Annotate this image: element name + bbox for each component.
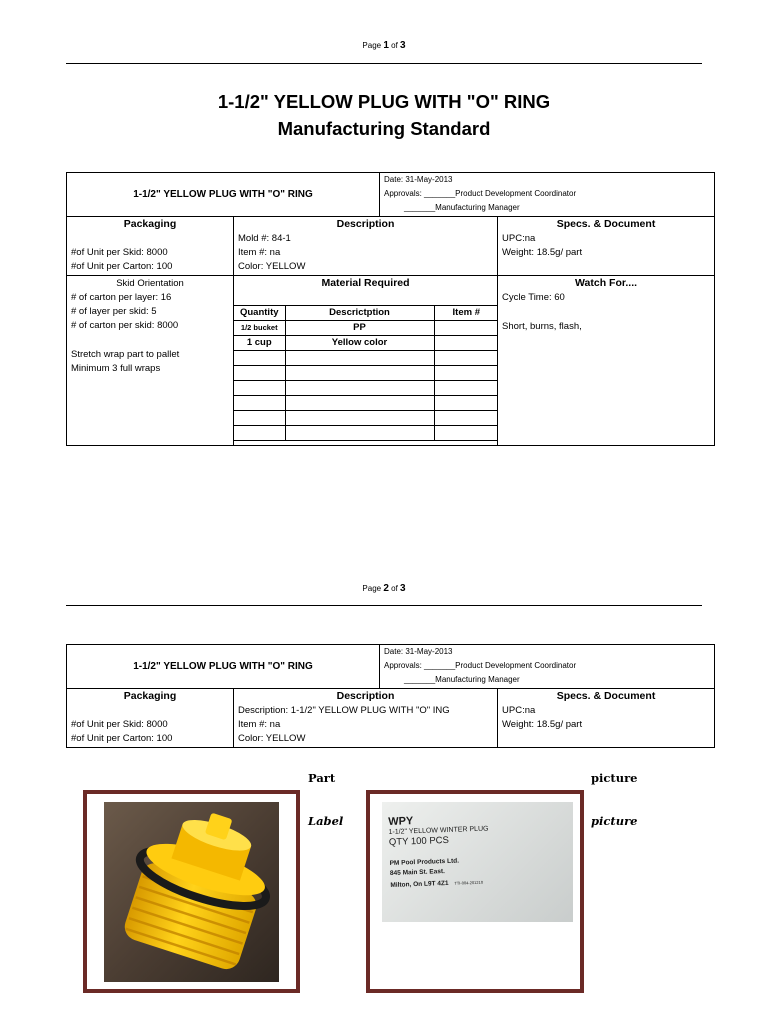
specs-cell: Specs. & Document UPC:na Weight: 18.5g/ part	[498, 689, 715, 748]
document-title: 1-1/2" YELLOW PLUG WITH "O" RING Manufacturing Standard	[217, 91, 551, 139]
description-cell: Description Description: 1-1/2" YELLOW PLUG WITH "O" ING Item #: na Color: YELLOW	[234, 689, 498, 748]
description-cell: Description Mold #: 84-1 Item #: na Color: YELLOW	[234, 217, 498, 276]
label-city: Milton, On L9T 4Z1 TTI-004-201210	[390, 879, 484, 889]
part-name: 1-1/2" YELLOW PLUG WITH "O" RING	[67, 173, 380, 217]
part-photo-frame	[83, 790, 300, 993]
skid-orientation-cell: Skid Orientation # of carton per layer: 16 # of layer per skid: 5 # of carton per skid: 8000 Stretch wrap part to pallet Minimum 3 full wraps	[67, 276, 234, 446]
standard-table	[66, 172, 715, 446]
packaging-cell: Packaging #of Unit per Skid: 8000 #of Unit per Carton: 100	[67, 689, 234, 748]
label-photo-frame	[366, 790, 584, 993]
material-cell: Material Required Quantity Descrictption Item # 1/2 bucket PP 1 cup Yellow color	[234, 276, 498, 446]
picture-caption: picture	[591, 771, 638, 785]
material-table: Quantity Descrictption Item # 1/2 bucket PP 1 cup Yellow color	[234, 305, 498, 441]
part-photo	[104, 802, 279, 982]
part-caption: Part	[308, 771, 336, 785]
label-caption: Label	[308, 814, 344, 828]
standard-table	[66, 644, 715, 748]
page-number: Page 1 of 3	[362, 40, 406, 51]
label-brand: WPY	[388, 815, 414, 828]
label-product: 1-1/2" YELLOW WINTER PLUG	[388, 825, 489, 836]
picture-caption: picture	[591, 814, 638, 828]
watch-for-cell: Watch For.... Cycle Time: 60 Short, burns, flash,	[498, 276, 715, 446]
label-photo	[382, 802, 573, 922]
approval-block: Date: 31-May-2013 Approvals: _______Product Development Coordinator _______Manufacturing Manager	[380, 173, 715, 217]
approval-block: Date: 31-May-2013 Approvals: _______Product Development Coordinator _______Manufacturing Manager	[380, 645, 715, 689]
header-rule	[66, 605, 702, 606]
label-qty: QTY 100 PCS	[388, 834, 450, 848]
packaging-cell: Packaging #of Unit per Skid: 8000 #of Unit per Carton: 100	[67, 217, 234, 276]
label-street: 845 Main St. East.	[389, 868, 446, 877]
header-rule	[66, 63, 702, 64]
page-number: Page 2 of 3	[362, 583, 406, 594]
label-company: PM Pool Products Ltd.	[389, 857, 460, 867]
part-name: 1-1/2" YELLOW PLUG WITH "O" RING	[67, 645, 380, 689]
specs-cell: Specs. & Document UPC:na Weight: 18.5g/ part	[498, 217, 715, 276]
label-code: TTI-004-201210	[454, 879, 484, 886]
